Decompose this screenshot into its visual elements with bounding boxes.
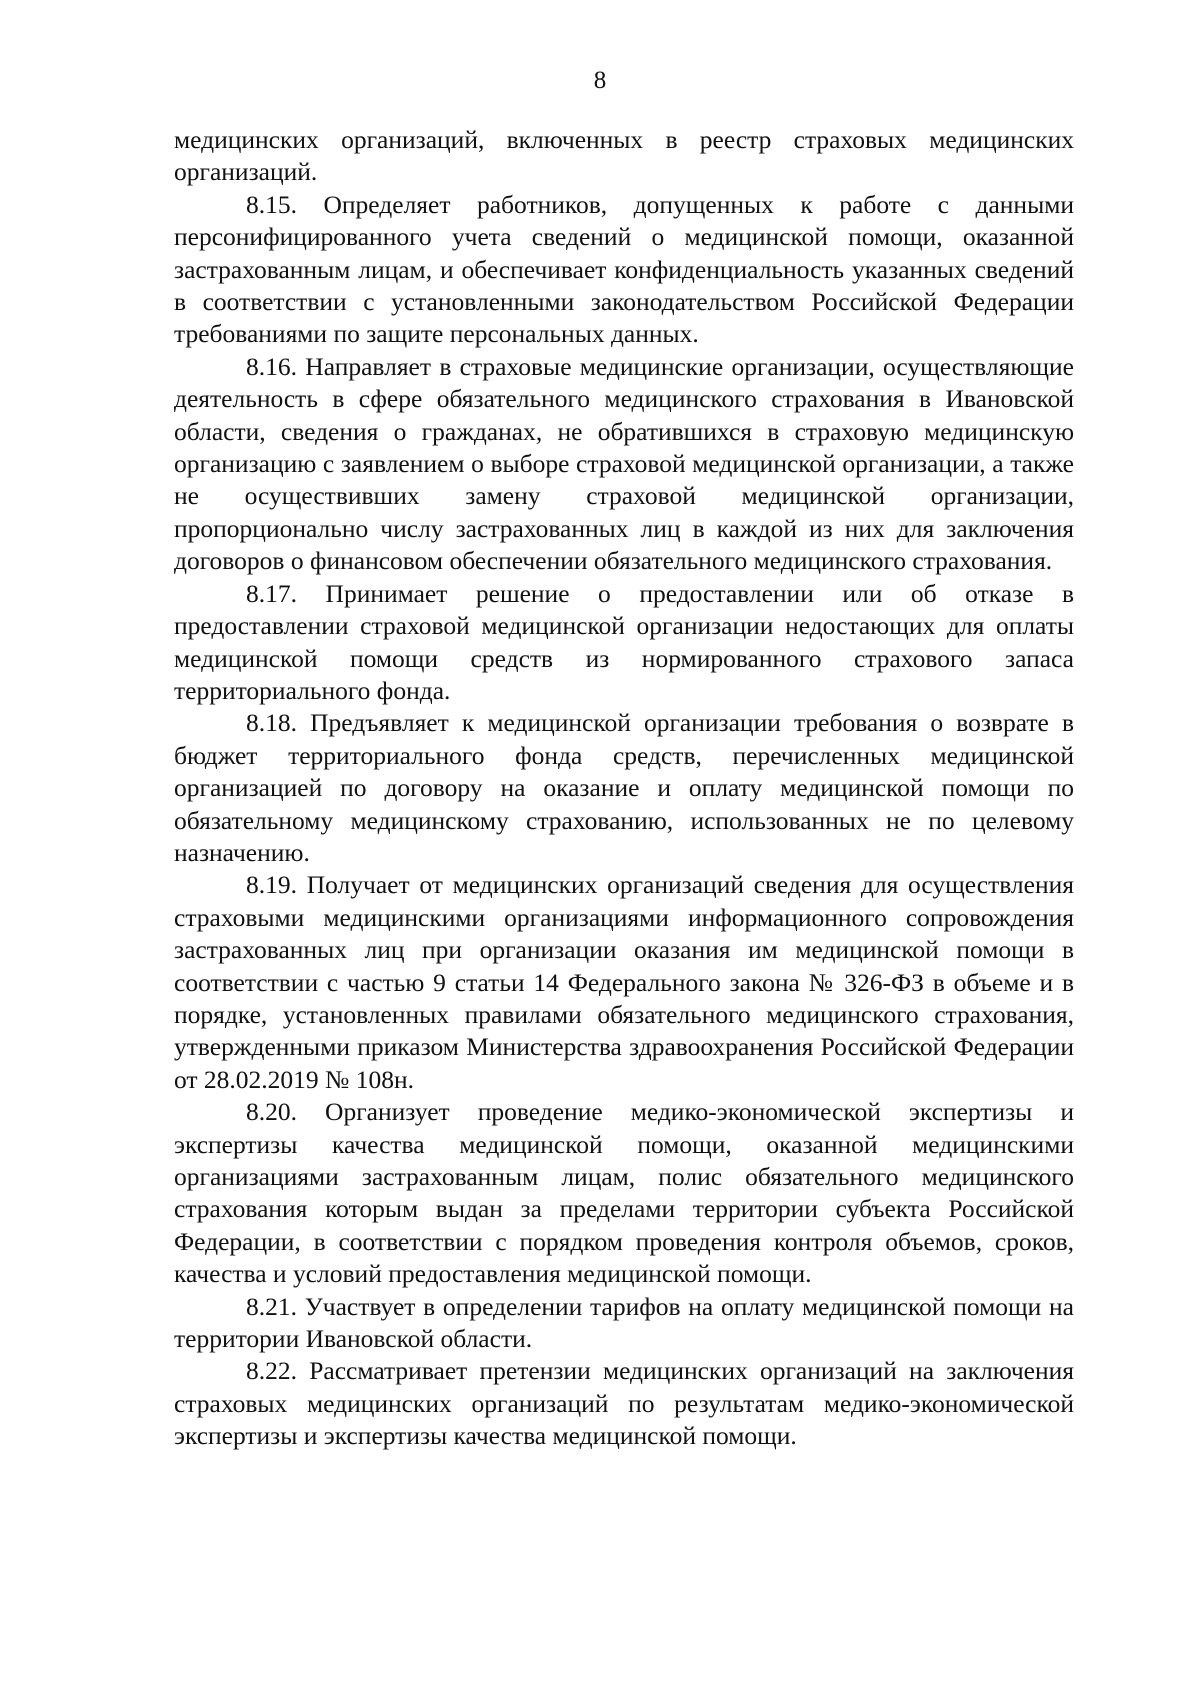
paragraph-8-17: 8.17. Принимает решение о предоставлении или об отказе в предоставлении страховой медицинской организации недостающих для оплаты медицинской помощи средств из нормированного страхового запаса территориального фонда. xyxy=(174,578,1074,705)
paragraph-8-16: 8.16. Направляет в страховые медицинские организации, осуществляющие деятельность в сфере обязательного медицинского страхования в Ивановской области, сведения о гражданах, не обратившихся в страховую медицинскую организацию с заявлением о выборе страховой медицинской организации, а также не осуществивших замену страховой медицинской организации, пропорционально числу застрахованных лиц в каждой из них для заключения договоров о финансовом обеспечении обязательного медицинского страхования. xyxy=(174,351,1074,576)
paragraph-8-18: 8.18. Предъявляет к медицинской организации требования о возврате в бюджет территориального фонда средств, перечисленных медицинской организацией по договору на оказание и оплату медицинской помощи по обязательному медицинскому страхованию, использованных не по целевому назначению. xyxy=(174,708,1074,867)
document-body xyxy=(174,124,1074,1453)
paragraph-8-15: 8.15. Определяет работников, допущенных к работе с данными персонифицированного учета сведений о медицинской помощи, оказанной застрахованным лицам, и обеспечивает конфиденциальность указанных сведений в соответствии с установленными законодательством Российской Федерации требованиями по защите персональных данных. xyxy=(174,189,1074,349)
paragraph-8-21: 8.21. Участвует в определении тарифов на оплату медицинской помощи на территории Ивановской области. xyxy=(174,1291,1074,1354)
paragraph-8-20: 8.20. Организует проведение медико-экономической экспертизы и экспертизы качества медицинской помощи, оказанной медицинскими организациями застрахованным лицам, полис обязательного медицинского страхования которым выдан за пределами территории субъекта Российской Федерации, в соответствии с порядком проведения контроля объемов, сроков, качества и условий предоставления медицинской помощи. xyxy=(174,1097,1074,1289)
paragraph-8-22: 8.22. Рассматривает претензии медицинских организаций на заключения страховых медицинских организаций по результатам медико-экономической экспертизы и экспертизы качества медицинской помощи. xyxy=(174,1356,1074,1451)
paragraph-8-19: 8.19. Получает от медицинских организаций сведения для осуществления страховыми медицинскими организациями информационного сопровождения застрахованных лиц при организации оказания им медицинской помощи в соответствии с частью 9 статьи 14 Федерального закона № 326-ФЗ в объеме и в порядке, установленных правилами обязательного медицинского страхования, утвержденными приказом Министерства здравоохранения Российской Федерации от 28.02.2019 № 108н. xyxy=(174,870,1074,1094)
page-number: 8 xyxy=(593,67,607,94)
paragraph-continuation: медицинских организаций, включенных в реестр страховых медицинских организаций. xyxy=(174,125,1074,187)
